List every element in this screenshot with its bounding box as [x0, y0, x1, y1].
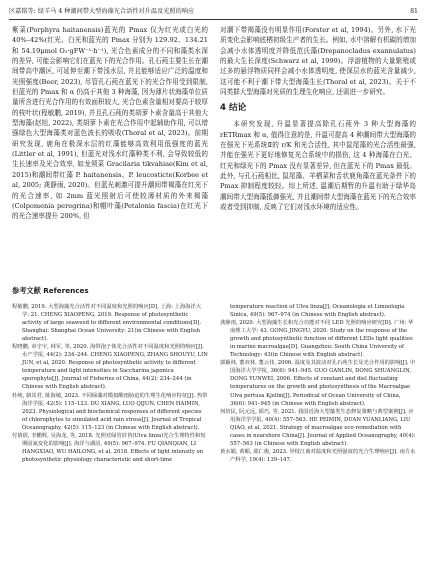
page-number: 81 [410, 8, 418, 15]
header-rule [9, 19, 418, 20]
body-paragraph: 紫菜(Porphyra haitanensis)蓝光的 Pmax 仅为红光或白光的 40%–42%(红光、白光和蓝光的 Pmax 分别为 129.92、134.21 和 54.19μmol O₂·gFW⁻¹·h⁻¹), 光合色素成分的不同和藻类水深的差异, 可能会影响它们在蓝光下的光合作用。孔石莼主要生长在潮间带高中潮区, 可延伸至潮下带浅水层, 并且能够适应广泛的温度和光照强度(Beer, 2023), 尽管孔石莼在蓝光下的光合作用受到限制, 但蓝光的 Pmax 和 α 仍高于其他 3 种海藻, 因为薄片状海藻单位质量所含进行光合作用的有效面积较大, 光合色素含量相对要高于较厚的枝叶状(程敏鹏, 2019), 并且孔石莼的类胡萝卜素含量高于其他大型海藻(赵旭, 2022), 类胡萝卜素在光合作用中起辅助作用, 可以增强绿色大型海藻类对蓝色波长的吸收(Thoral et al, 2023)。前期研究发现, 鹿角在极深水层的红藻能够高效利用低强度的蓝光(Littler et al, 1991), 但蓝光对浅水红藻种类不利, 会导致较低的生长速率及光合效率, 如龙须菜 Gracilaria tikvahiae(Kim et al, 2015)和潮间带红藻 P. haitanensis、P. leucosticte(Korbee et al, 2005; 龚静雨, 2020)。但蓝光刺激可提升潮间带褐藻在红光下的光合速率, 如 2mm 蓝光照射后可使较薄材质的外来褐藻(Colpomenia peregrina)和帽叶藻(Petalonia fascia)在红光下的光合速率提升 200%, 但 [12, 26, 208, 221]
references-heading: 参考文献 References [12, 286, 89, 295]
references-right-column [220, 303, 416, 464]
reference-entry-continued: temperature reaction of Ulva linza[J]. Oceanologia et Limnologia Sinica, 49(5): 967–974 (in Chinese with English abstract). [230, 304, 405, 319]
right-text-column [220, 25, 416, 213]
reference-entry: 程敏鹏, 2019. 大型海藻光合活性对不同温度和光照的响应[D]. 上海: 上海海洋大学: 21. CHENG XIAOPENG, 2019. Response of photosynthetic activity of large seaweed to different environmental conditions[D]. Shanghai: Shanghai Ocean University: 21(in Chinese with English abstract). [12, 304, 202, 343]
running-title: 区嘉铭等: 绿羊马 4 种潮间带大型海藻光合活性对升温及光照的响应 [9, 8, 195, 15]
section-heading-conclusion: 4 结论 [220, 103, 247, 114]
reference-entry: 何培民, 阮元远, 邱巧, 等, 2021. 我国近海大型藻类生态修复策略与典型案例[J]. 应用海洋学学报, 40(4): 557–563. HE PEIMIN, DUAN YUANLIANG, LIU QIAO, et al, 2021. Strategy of macroalgae eco-remediation with cases in nearshore China[J]. Journal of Applied Oceanography, 40(4): 557–563 (in Chinese with English abstract). [220, 408, 416, 447]
references-left-column [12, 303, 208, 464]
conclusion-paragraph: 本研究发现, 升温显著提高除孔石莼外 3 种大型海藻的 rETRmax 和 α, 值得注意的是, 升温可提高 4 种潮间带大型海藻的在强光下光系统Ⅱ的 r/K 和光合活性, 其中鼠尾藻的光合活性最强, 并能在强光下更好地修复光合系统中的损伤, 这 4 种海藻在白光、红光和绿光下的 Pmax 没有显著差异, 但在蓝光下的 Pmax 最低。此外, 与孔石莼相比, 鼠尾藻、羊栖菜和舌状鹿角藻在蓝光条件下的 Pmax 抑制程度较轻。综上所述, 温潮后期暂的升温有助于绿华岛潮间带大型海藻抵御强光, 并且潮间带大型海藻在蓝光下的光合效率或者受到抑制, 反映了它们对浅水环境的适应性。 [220, 120, 416, 212]
reference-entry: 郭颖林, 董双林, 董云伟, 2006. 温度及其波动对孔石莼生长及光合作用的影响[J]. 中国海洋大学学报, 36(6): 941–945. GUO GANLIN, DONG SHUANGLIN, DONG YUNWEI, 2006. Effects of constant and diel fluctuating temperatures on the growth and photosynthesis of the Macroalgae Ulva pertusa Kjellm[J]. Periodical of Ocean University of China, 36(6): 941–945 (in Chinese with English abstract). [220, 360, 416, 407]
reference-entry: 杜纯, 骆其君, 陈海敏, 2023. 不同绿藻对模拟酸雨胁迫的生理生化响应特征[J]. 热带海洋学报, 42(5): 115–123. DU XIANG, LUO QIJUN, CHEN HAIMIN, 2023. Physiological and biochemical responses of different species of chlorophytes to simulated acid rain stress[J]. Journal of Tropical Oceanography, 42(5): 115–123 (in Chinese with English abstract). [12, 392, 208, 431]
reference-entry: 程晓鹏, 章守宇, 林军, 等, 2020. 海带孢子体光合活性对不同温度和光照的响应[J]. 水产学报, 44(2): 234–244. CHENG XIAOPENG, ZHANG SHOUYU, LIN JUN, et al, 2020. Response of photosynthetic activity to different temperature and light intensities in Saccharina japonica sporophyte[J]. Journal of Fisheries of China, 44(2): 234–244 (in Chinese with English abstract). [12, 344, 208, 391]
running-header [9, 6, 418, 18]
reference-entry: 付倩倩, 李鹏辉, 吴海龙, 等, 2018. 光照对绿管浒苔(Ulva linza)光合生理特性和短期固氮变化的影响[J]. 海洋与湖沼, 49(5): 967–974. FU QIANQIAN, LI HANGXIAO, WU HAILONG, et al, 2018. Effects of light intensity on photosynthetic physiology characteristic and short-time [12, 432, 206, 463]
reference-entry: 龚静雨, 2020. 大型海藻生长和光合功能对不同 LED 光照的响应研究[D]. 广州: 华南理工大学: 43. GONG JINGYU, 2020. Study on the response of the growth and photosynthetic function of different LEDs light qualities in marine macroalgae[D]. Guangzhou: South China University of Technology: 43(in Chinese with English abstract). [220, 320, 414, 359]
left-text-column [12, 25, 208, 222]
body-paragraph: 对潮下带褐藻没有明显作用(Forster et al, 1994)。另外, 水下光质变化会影响底栖初级生产者的生长。例如, 水中溶解有机碳的增加会减小水体透明度并降低范氏藻(Drepanocladus exannulatus)的最大生长深度(Schwarz et al, 1999)。浮游植物的大量繁殖或过多的悬浮物质同样会减小水体透明度, 使深层水的蓝光含量减少, 这可能不利于潮下带大型海藻生长(Thoral et al, 2023)。关于不同类群大型海藻对光质的生理生化响应, 还需进一步研究。 [220, 26, 416, 97]
reference-entry: 黄水媚, 黄媚, 邱仁俊, 2023. 异枝江蓠对温度和光照强度的光合生理响应[J]. 南方水产科学, 19(4): 139–147. [220, 448, 416, 463]
